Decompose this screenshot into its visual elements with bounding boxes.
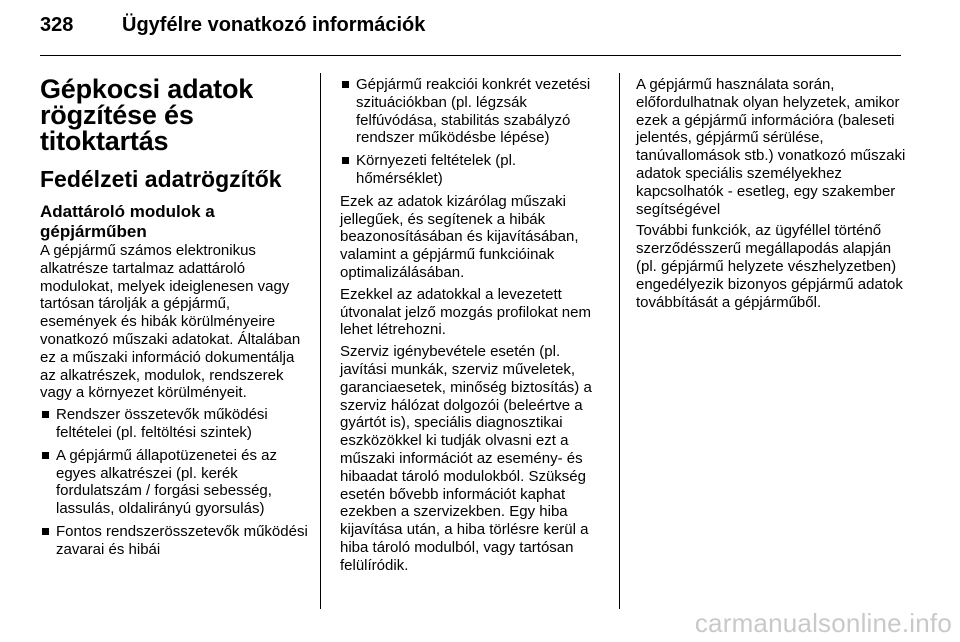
running-title: Ügyfélre vonatkozó információk — [122, 14, 426, 36]
list-item-text: Környezeti feltételek (pl. hőmérséklet) — [356, 152, 517, 187]
bullet-square-icon — [342, 81, 349, 88]
list-item-text: Gépjármű reakciói konkrét vezetési szituációkban (pl. légzsák felfúvódása, stabilitás szabályzó rendszer működésbe lépése) — [356, 76, 591, 147]
page-number: 328 — [40, 14, 74, 36]
subsubsection-heading — [40, 202, 310, 242]
paragraph: További funkciók, az ügyféllel történő szerződésszerű megállapodás alapján (pl. gépjármű helyzete vészhelyzetben) engedélyezik bizonyos gépjármű adatok továbbítását a gépjárműből. — [636, 222, 903, 311]
subsection-heading: Fedélzeti adatrögzítők — [40, 166, 282, 192]
bullet-square-icon — [42, 528, 49, 535]
column-1 — [40, 76, 310, 564]
column-3 — [636, 76, 906, 315]
section-heading-line1: Gépkocsi adatok — [40, 74, 254, 104]
list-item-text: Rendszer összetevők működési feltételei (pl. feltöltési szintek) — [56, 406, 268, 441]
bullet-square-icon — [342, 157, 349, 164]
paragraph: Ezekkel az adatokkal a levezetett útvonalat jelző mozgás profilokat nem lehet létrehozni. — [340, 285, 591, 339]
list-item — [340, 152, 605, 188]
bullet-square-icon — [42, 452, 49, 459]
column-divider-1 — [320, 73, 321, 609]
paragraph: A gépjármű használata során, előfordulhatnak olyan helyzetek, amikor ezek a gépjármű információra (baleseti jelentés, gépjármű sérülése, tanúvallomások stb.) vonatkozó műszaki adatok speciális személyekhez kapcsolhatók - esetleg, egy szakember segítségével — [636, 76, 906, 218]
list-item — [40, 406, 310, 442]
list-item-text: Fontos rendszerösszetevők működési zavarai és hibái — [56, 522, 308, 558]
list-item — [40, 447, 310, 518]
section-heading — [40, 76, 310, 154]
list-item-text: A gépjármű állapotüzenetei és az egyes alkatrészei (pl. kerék fordulatszám / forgási sebesség, lassulás, oldalirányú gyorsulás) — [56, 446, 277, 518]
list-item — [340, 76, 605, 147]
bullet-list — [40, 406, 310, 558]
column-2 — [340, 76, 605, 579]
paragraph: A gépjármű számos elektronikus alkatrésze tartalmaz adattároló modulokat, melyek ideiglenesen vagy tartósan tárolják a gépjármű, események és hibák körülményeire vonatkozó műszaki adatokat. Általában ez a műszaki információ dokumentálja az alkatrészek, modulok, rendszerek vagy a környezet körülményeit. — [40, 242, 301, 402]
subsubsection-heading-line1: Adattároló modulok a — [40, 202, 215, 221]
page-header — [40, 14, 900, 44]
column-divider-2 — [619, 73, 620, 609]
paragraph: Szerviz igénybevétele esetén (pl. javítási munkák, szerviz műveletek, garanciaesetek, minőség biztosítás) a szerviz hálózat dolgozói (beleértve a gyártót is), speciális diagnosztikai eszközökkel ki tudják olvasni ezt a műszaki információt az esemény- és hibaadat tároló modulokból. Szükség esetén bővebb információt kaphat ezekben a szervizekben. Egy hiba kijavítása után, a hiba törlésre kerül a hiba tároló modulból, vagy tartósan felülíródik. — [340, 343, 592, 574]
watermark: carmanualsonline.info — [694, 608, 952, 638]
header-rule — [40, 55, 901, 56]
bullet-list — [340, 76, 605, 188]
paragraph: Ezek az adatok kizárólag műszaki jellegűek, és segítenek a hibák beazonosításában és kijavításában, valamint a gépjármű funkcióinak optimalizálásában. — [340, 192, 579, 281]
list-item — [40, 523, 310, 559]
subsubsection-heading-line2: gépjárműben — [40, 222, 147, 241]
bullet-square-icon — [42, 411, 49, 418]
section-heading-line2: rögzítése és titoktartás — [40, 100, 194, 156]
